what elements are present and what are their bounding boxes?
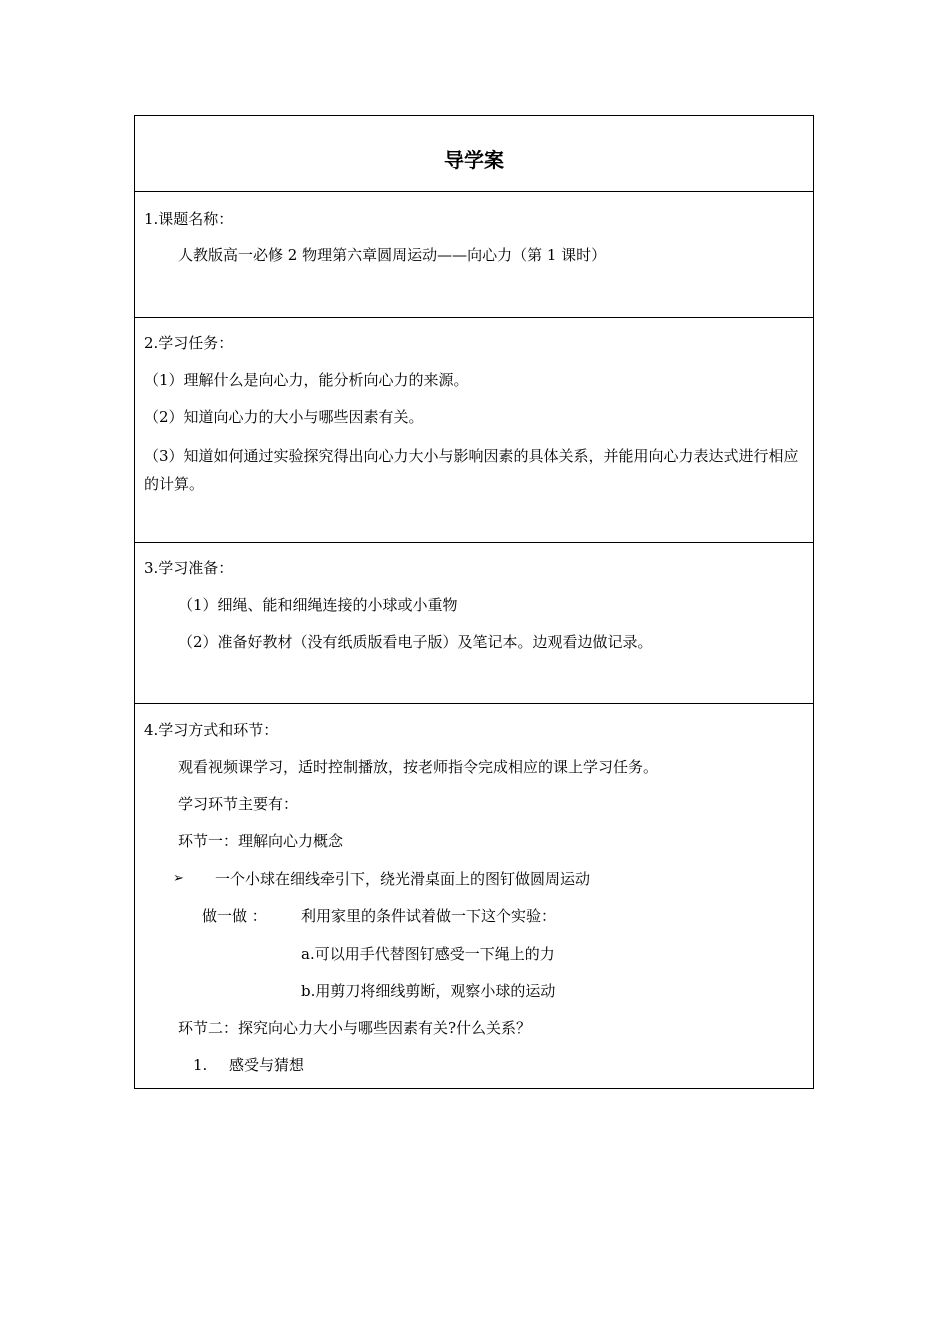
section-heading: 3.学习准备：: [144, 559, 234, 577]
numbered-label: 1.: [193, 1056, 208, 1074]
page-title: 导学案: [444, 148, 504, 172]
list-item: （2）准备好教材（没有纸质版看电子版）及笔记本。边观看边做记录。: [178, 633, 653, 651]
list-item: （1）细绳、能和细绳连接的小球或小重物: [178, 596, 458, 614]
sub-item: a.可以用手代替图钉感受一下绳上的力: [301, 945, 555, 963]
section-method: [135, 704, 813, 1090]
arrow-bullet-icon: ➢: [173, 871, 184, 886]
section-heading: 1.课题名称：: [144, 210, 234, 228]
paragraph: 学习环节主要有：: [178, 795, 299, 813]
section-tasks: [135, 318, 813, 543]
section-heading: 4.学习方式和环节：: [144, 721, 279, 739]
lesson-plan-table: [134, 115, 814, 1089]
numbered-text: 感受与猜想: [229, 1056, 305, 1074]
list-item: （3）知道如何通过实验探究得出向心力大小与影响因素的具体关系，并能用向心力表达式进行相应的计算。: [144, 447, 799, 493]
list-item: （1）理解什么是向心力，能分析向心力的来源。: [144, 371, 469, 389]
do-text: 利用家里的条件试着做一下这个实验：: [301, 907, 557, 925]
paragraph: 环节二：探究向心力大小与哪些因素有关?什么关系？: [178, 1019, 532, 1037]
paragraph: 观看视频课学习，适时控制播放，按老师指令完成相应的课上学习任务。: [178, 758, 659, 776]
section-topic: [135, 192, 813, 318]
list-item: （2）知道向心力的大小与哪些因素有关。: [144, 408, 424, 426]
title-row: [135, 116, 813, 192]
sub-item: b.用剪刀将细线剪断，观察小球的运动: [301, 982, 556, 1000]
section-preparation: [135, 543, 813, 704]
do-label: 做一做 ：: [202, 907, 267, 925]
topic-text: 人教版高一必修 2 物理第六章圆周运动——向心力（第 1 课时）: [178, 246, 607, 264]
bullet-text: 一个小球在细线牵引下，绕光滑桌面上的图钉做圆周运动: [215, 870, 591, 888]
section-heading: 2.学习任务：: [144, 334, 234, 352]
paragraph: 环节一：理解向心力概念: [178, 832, 344, 850]
